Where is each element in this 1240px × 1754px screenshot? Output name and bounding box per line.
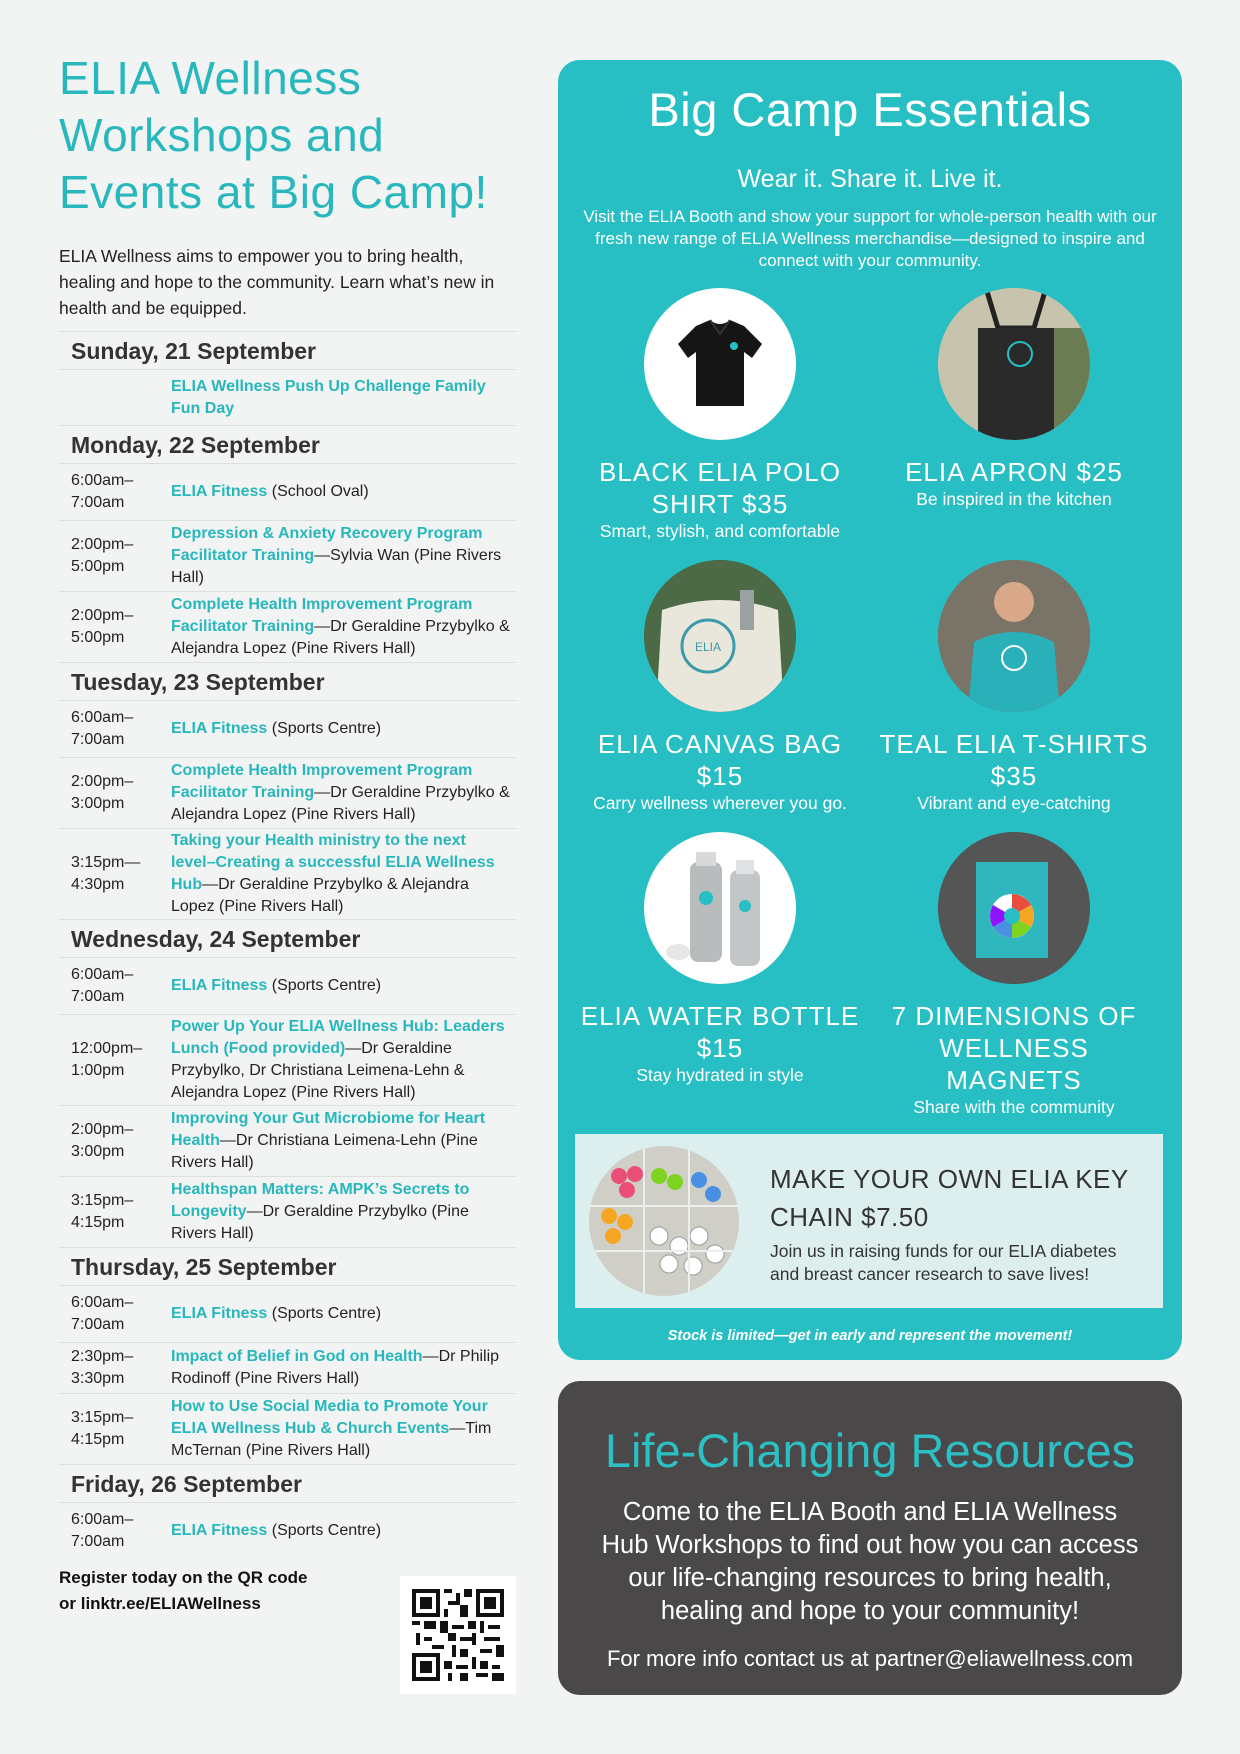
intro-text: ELIA Wellness aims to empower you to bring health, healing and hope to the community. Learn what’s new in health and be equipped. (59, 246, 495, 318)
event-description (171, 1346, 516, 1390)
event-title[interactable]: Improving Your Gut Microbiome for Heart Health (171, 1110, 486, 1149)
resources-title: Life-Changing Resources (604, 1424, 1136, 1477)
page-title: ELIA Wellness Workshops and Events at Big Camp! (59, 52, 488, 218)
event-title[interactable]: Complete Health Improvement Program Facilitator Training (171, 762, 473, 801)
event-time: 2:00pm– 3:00pm (71, 1121, 134, 1160)
event-row (59, 1285, 516, 1342)
event-details: —Dr Geraldine Przybylko & Alejandra Lopez (Pine Rivers Hall) (171, 784, 510, 823)
water-bottle-image (644, 832, 796, 984)
product-name: ELIA APRON $25 (905, 457, 1123, 487)
product-tagline: Stay hydrated in style (636, 1065, 804, 1085)
event-time: 2:30pm– 3:30pm (71, 1348, 134, 1387)
product-tagline: Vibrant and eye-catching (917, 793, 1111, 813)
product-polo-shirt (574, 288, 866, 542)
qr-code[interactable] (400, 1576, 516, 1694)
event-description (171, 481, 375, 503)
essentials-tagline: Wear it. Share it. Live it. (737, 165, 1003, 193)
event-title[interactable]: ELIA Fitness (171, 483, 268, 500)
event-row (59, 957, 516, 1014)
event-title[interactable]: ELIA Fitness (171, 977, 268, 994)
event-title[interactable]: ELIA Fitness (171, 1305, 268, 1322)
event-description (171, 975, 387, 997)
day-heading: Monday, 22 September (59, 425, 516, 463)
event-row (59, 1393, 516, 1464)
event-description (171, 718, 387, 740)
event-row (59, 700, 516, 757)
essentials-intro: Visit the ELIA Booth and show your support for whole-person health with our fresh new range of ELIA Wellness merchandise—designed to inspire and connect with your community. (583, 207, 1157, 270)
event-row (59, 591, 516, 662)
event-row (59, 369, 516, 425)
event-description (171, 830, 516, 918)
event-title[interactable]: ELIA Fitness (171, 720, 268, 737)
stock-note: Stock is limited—get in early and represent the movement! (667, 1328, 1073, 1344)
canvas-bag-image (644, 560, 796, 712)
event-time: 3:15pm– 4:15pm (71, 1409, 134, 1448)
day-heading: Wednesday, 24 September (59, 919, 516, 957)
event-details: —Dr Philip Rodinoff (Pine Rivers Hall) (171, 1348, 500, 1387)
keychain-description: Join us in raising funds for our ELIA diabetes and breast cancer research to save lives! (770, 1241, 1117, 1284)
event-row (59, 463, 516, 520)
resources-description: Come to the ELIA Booth and ELIA Wellness Hub Workshops to find out how you can access our life-changing resources to bring health, healing and hope to your community! (601, 1498, 1139, 1625)
event-time: 3:15pm— 4:30pm (71, 854, 141, 893)
event-time: 6:00am– 7:00am (71, 472, 134, 511)
product-name: ELIA WATER BOTTLE $15 (580, 1001, 860, 1063)
event-description (171, 594, 516, 660)
keychain-title: MAKE YOUR OWN ELIA KEY CHAIN $7.50 (770, 1164, 1129, 1232)
day-heading: Thursday, 25 September (59, 1247, 516, 1285)
keychain-box (575, 1134, 1163, 1308)
event-time: 6:00am– 7:00am (71, 966, 134, 1005)
event-time: 3:15pm– 4:15pm (71, 1192, 134, 1231)
event-title[interactable]: Healthspan Matters: AMPK’s Secrets to Longevity (171, 1181, 470, 1220)
schedule-list (59, 331, 516, 1559)
event-row (59, 757, 516, 828)
event-row (59, 1502, 516, 1559)
event-description (171, 760, 516, 826)
event-title[interactable]: ELIA Fitness (171, 1522, 268, 1539)
resources-panel (558, 1381, 1182, 1695)
event-description (171, 1108, 516, 1174)
product-tagline: Carry wellness wherever you go. (593, 793, 847, 813)
day-heading: Tuesday, 23 September (59, 662, 516, 700)
event-title[interactable]: Complete Health Improvement Program Facilitator Training (171, 596, 473, 635)
product-tagline: Share with the community (913, 1097, 1115, 1117)
product-name: TEAL ELIA T-SHIRTS $35 (879, 729, 1149, 791)
event-time: 6:00am– 7:00am (71, 1294, 134, 1333)
event-time: 6:00am– 7:00am (71, 1511, 134, 1550)
day-heading: Friday, 26 September (59, 1464, 516, 1502)
event-details: —Sylvia Wan (Pine Rivers Hall) (171, 547, 502, 586)
polo-shirt-image (644, 288, 796, 440)
event-details: (Sports Centre) (267, 720, 382, 737)
product-name: 7 DIMENSIONS OF WELLNESS MAGNETS (891, 1001, 1137, 1095)
product-teal-tshirt (868, 560, 1160, 814)
event-row (59, 1176, 516, 1247)
event-time: 2:00pm– 5:00pm (71, 536, 134, 575)
event-description (171, 523, 516, 589)
qr-code-icon (412, 1588, 504, 1682)
event-title[interactable]: Impact of Belief in God on Health (171, 1348, 423, 1365)
event-description (171, 1520, 387, 1542)
event-title[interactable]: ELIA Wellness Push Up Challenge Family Fun Day (171, 377, 486, 417)
contact-text[interactable]: For more info contact us at partner@eliawellness.com (606, 1646, 1134, 1671)
big-camp-essentials-panel (558, 60, 1182, 1360)
apron-image (938, 288, 1090, 440)
product-name: BLACK ELIA POLO SHIRT $35 (599, 457, 841, 519)
event-title[interactable]: Taking your Health ministry to the next level–Creating a successful ELIA Wellness Hub (171, 832, 495, 893)
event-title[interactable]: Depression & Anxiety Recovery Program Facilitator Training (171, 525, 483, 564)
event-time: 12:00pm– 1:00pm (71, 1040, 143, 1079)
event-description (171, 1016, 516, 1104)
teal-tshirt-image (938, 560, 1090, 712)
essentials-title: Big Camp Essentials (648, 83, 1092, 136)
product-water-bottle (574, 832, 866, 1086)
product-canvas-bag (574, 560, 866, 814)
product-tagline: Be inspired in the kitchen (916, 489, 1112, 509)
event-description (171, 1179, 516, 1245)
event-details: (Sports Centre) (267, 1305, 382, 1322)
event-row (59, 1105, 516, 1176)
product-name: ELIA CANVAS BAG $15 (597, 729, 843, 791)
product-apron (868, 288, 1160, 510)
event-details: —Tim McTernan (Pine Rivers Hall) (171, 1420, 492, 1459)
keychain-beads-image (589, 1146, 739, 1296)
svg-text:ELIA: ELIA (694, 640, 722, 654)
event-row (59, 520, 516, 591)
event-details: —Dr Geraldine Przybylko & Alejandra Lopez (Pine Rivers Hall) (171, 618, 510, 657)
event-details: (Sports Centre) (267, 1522, 382, 1539)
schedule-column (59, 50, 516, 1617)
event-row (59, 1014, 516, 1105)
event-row (59, 1342, 516, 1393)
event-row (59, 828, 516, 919)
event-details: —Dr Christiana Leimena-Lehn (Pine Rivers Hall) (171, 1132, 478, 1171)
product-wellness-magnets (868, 832, 1160, 1118)
event-title[interactable]: Power Up Your ELIA Wellness Hub: Leaders Lunch (Food provided) (171, 1018, 505, 1057)
product-tagline: Smart, stylish, and comfortable (599, 521, 841, 541)
event-title[interactable]: How to Use Social Media to Promote Your ELIA Wellness Hub & Church Events (171, 1398, 488, 1437)
event-details: —Dr Geraldine Przybylko & Alejandra Lopez (Pine Rivers Hall) (171, 876, 469, 915)
register-text[interactable]: Register today on the QR code or linktr.ee/ELIAWellness (59, 1568, 308, 1613)
event-description (171, 376, 516, 420)
event-description (171, 1303, 387, 1325)
day-heading: Sunday, 21 September (59, 331, 516, 369)
event-details: —Dr Geraldine Przybylko (Pine Rivers Hall) (171, 1203, 469, 1242)
event-time: 2:00pm– 5:00pm (71, 607, 134, 646)
event-details: (School Oval) (267, 483, 369, 500)
magnets-image (938, 832, 1090, 984)
event-time: 6:00am– 7:00am (71, 709, 134, 748)
event-time: 2:00pm– 3:00pm (71, 773, 134, 812)
event-details: (Sports Centre) (267, 977, 382, 994)
event-details: —Dr Geraldine Przybylko, Dr Christiana Leimena-Lehn & Alejandra Lopez (Pine Rivers Hall) (171, 1040, 465, 1101)
event-description (171, 1396, 516, 1462)
